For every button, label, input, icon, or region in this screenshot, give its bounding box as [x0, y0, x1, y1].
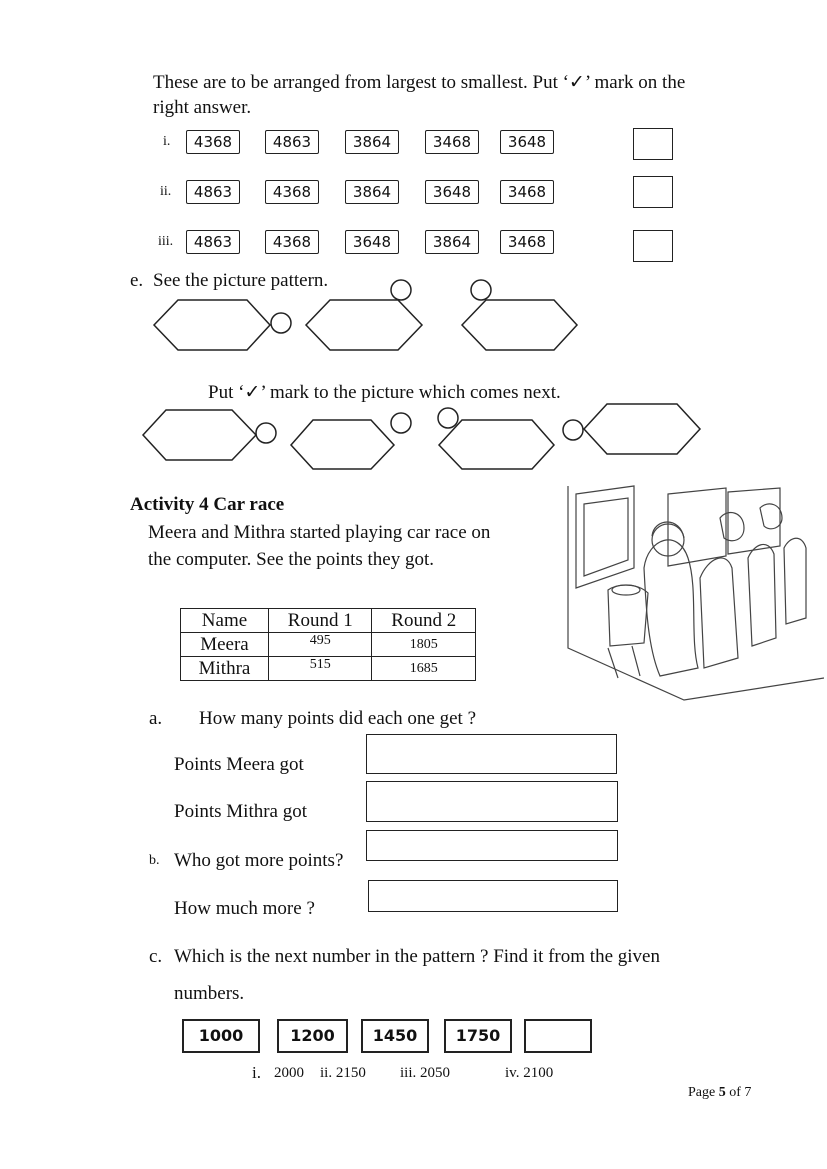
- points-table: [180, 608, 476, 681]
- page-total: 7: [744, 1085, 752, 1100]
- number-box: 3864: [425, 230, 479, 254]
- number-box: 3468: [425, 130, 479, 154]
- sequence-box: 1200: [277, 1019, 348, 1053]
- picture-pattern: [0, 270, 827, 480]
- table-header-row: [181, 609, 476, 633]
- tick-box-row-i[interactable]: [633, 128, 673, 160]
- pattern-hexagon-3: [462, 300, 577, 350]
- row-label-i: i.: [163, 134, 171, 149]
- sequence-box: 1450: [361, 1019, 429, 1053]
- question-a-label: a.: [149, 708, 163, 729]
- option-hexagon-1: [143, 410, 256, 460]
- activity-intro-2: the computer. See the points they got.: [148, 549, 435, 570]
- table-cell: 495: [268, 633, 372, 657]
- row-label-iii: iii.: [158, 234, 174, 249]
- pattern-hexagon-2: [306, 300, 422, 350]
- option-hexagon-2: [291, 420, 394, 469]
- table-cell: Mithra: [181, 657, 269, 681]
- option-2[interactable]: ii. 2150: [320, 1065, 366, 1081]
- option-circle-3: [438, 408, 458, 428]
- option-circle-4: [563, 420, 583, 440]
- option-hexagon-4: [584, 404, 700, 454]
- number-box: 4863: [186, 230, 240, 254]
- number-box: 3864: [345, 180, 399, 204]
- who-got-more-answer-box[interactable]: [366, 830, 618, 861]
- pattern-circle-2: [391, 280, 411, 300]
- meera-points-label: Points Meera got: [174, 754, 304, 775]
- question-c-line-1: Which is the next number in the pattern ? Find it from the given: [174, 946, 660, 967]
- number-box: 3468: [500, 230, 554, 254]
- table-row: [181, 633, 476, 657]
- row-label-ii: ii.: [160, 184, 172, 199]
- of-word: of: [729, 1085, 741, 1100]
- option-circle-2: [391, 413, 411, 433]
- instruction-line-1: These are to be arranged from largest to smallest. Put ‘✓’ mark on the: [153, 72, 686, 93]
- number-box: 3648: [500, 130, 554, 154]
- page-footer: [688, 1085, 751, 1101]
- tick-box-row-ii[interactable]: [633, 176, 673, 208]
- mithra-points-label: Points Mithra got: [174, 801, 308, 822]
- table-header: Round 2: [372, 609, 476, 633]
- tick-box-row-iii[interactable]: [633, 230, 673, 262]
- activity-title: Activity 4 Car race: [130, 494, 285, 515]
- number-box: 4368: [265, 230, 319, 254]
- question-c-label: c.: [149, 946, 163, 967]
- number-box: 4863: [265, 130, 319, 154]
- question-e-instruction: Put ‘✓’ mark to the picture which comes next.: [208, 382, 561, 403]
- table-cell: 1685: [372, 657, 476, 681]
- car-race-illustration: [548, 478, 824, 702]
- option-hexagon-3: [439, 420, 554, 469]
- option-4[interactable]: iv. 2100: [505, 1065, 554, 1081]
- how-much-more-label: How much more ?: [174, 898, 315, 919]
- meera-points-answer-box[interactable]: [366, 734, 617, 774]
- number-box: 3468: [500, 180, 554, 204]
- table-cell: 515: [268, 657, 372, 681]
- number-box: 3648: [425, 180, 479, 204]
- table-header: Round 1: [268, 609, 372, 633]
- sequence-answer-box[interactable]: [524, 1019, 592, 1053]
- question-a-text: How many points did each one get ?: [199, 708, 477, 729]
- option-1[interactable]: 2000: [274, 1065, 304, 1081]
- sequence-box: 1000: [182, 1019, 260, 1053]
- mithra-points-answer-box[interactable]: [366, 781, 618, 822]
- sequence-box: 1750: [444, 1019, 512, 1053]
- how-much-more-answer-box[interactable]: [368, 880, 618, 912]
- page-number: 5: [718, 1085, 726, 1100]
- pattern-circle-3: [471, 280, 491, 300]
- question-c-line-2: numbers.: [174, 983, 245, 1004]
- option-3[interactable]: iii. 2050: [400, 1065, 451, 1081]
- pattern-hexagon-1: [154, 300, 270, 350]
- table-header: Name: [181, 609, 269, 633]
- number-box: 4368: [265, 180, 319, 204]
- table-cell: Meera: [181, 633, 269, 657]
- question-b-text: Who got more points?: [174, 850, 344, 871]
- number-box: 3648: [345, 230, 399, 254]
- question-e-label: e.: [130, 270, 144, 291]
- activity-intro-1: Meera and Mithra started playing car race on: [148, 522, 491, 543]
- table-cell: 1805: [372, 633, 476, 657]
- pattern-circle-1: [271, 313, 291, 333]
- number-box: 4863: [186, 180, 240, 204]
- page-word: Page: [688, 1085, 716, 1100]
- question-e-text: See the picture pattern.: [153, 270, 329, 291]
- number-box: 4368: [186, 130, 240, 154]
- option-label-i: i.: [252, 1063, 261, 1082]
- instruction-line-2: right answer.: [153, 97, 252, 118]
- option-circle-1: [256, 423, 276, 443]
- question-b-label: b.: [149, 853, 160, 868]
- table-row: [181, 657, 476, 681]
- number-box: 3864: [345, 130, 399, 154]
